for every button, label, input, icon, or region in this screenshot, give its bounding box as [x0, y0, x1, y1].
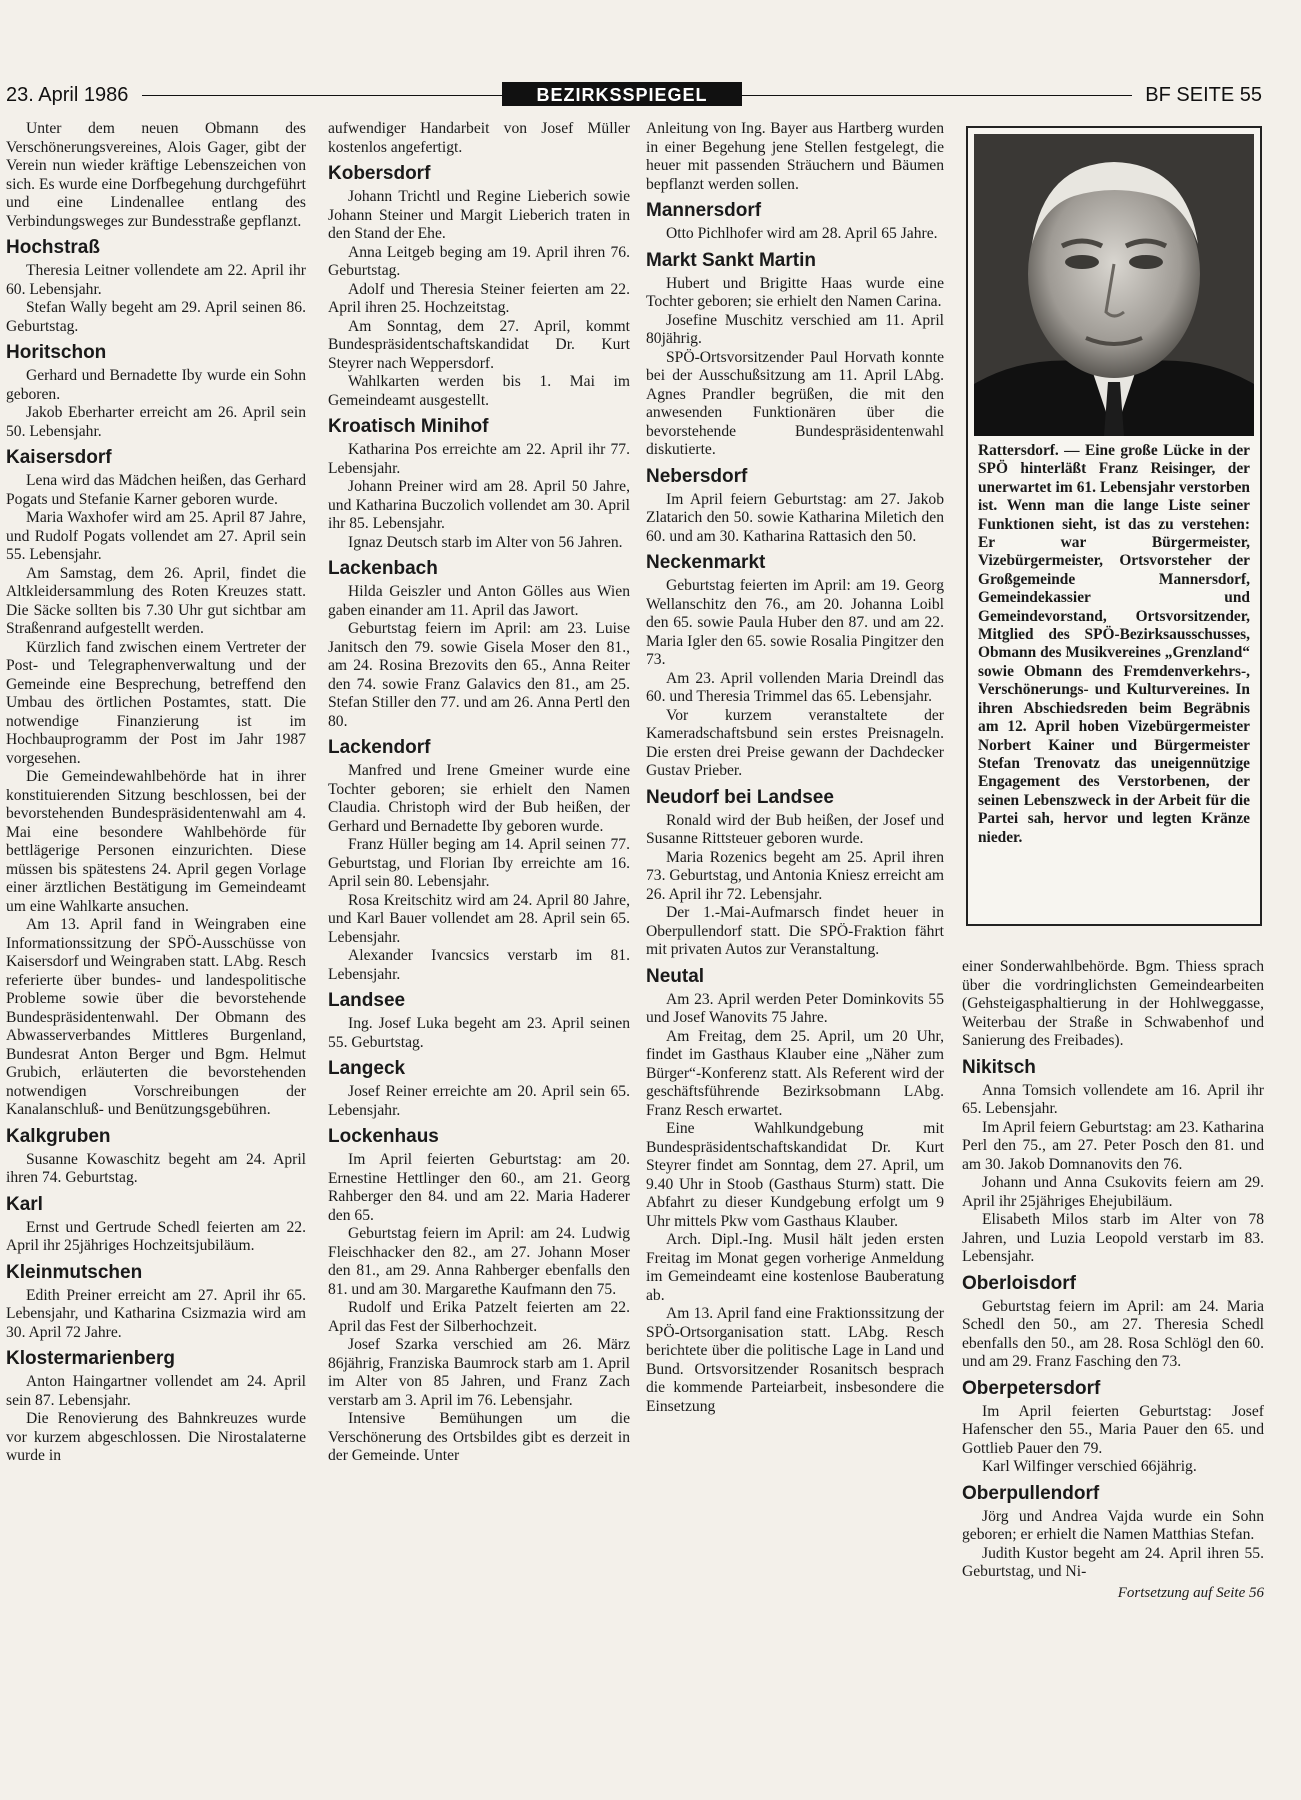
section-title: BEZIRKSSPIEGEL: [502, 82, 742, 106]
paragraph: Die Gemeindewahlbehörde hat in ihrer konstituierenden Sitzung beschlossen, bei der bevorstehenden Bundespräsidentenwahl am 4. Mai eine besondere Wahlbehörde für bettlägerige Personen einzurichten. Diese müssen bis spätestens 24. April gegen Vorlage einer ärztlichen Bestätigung im Gemeindeamt um eine Wahlkarte ansuchen.: [6, 768, 306, 915]
paragraph: Vor kurzem veranstaltete der Kameradschaftsbund sein erstes Preisnageln. Die ersten drei Preise gewann der Dachdecker Gustav Prieber.: [646, 706, 944, 779]
paragraph: Anna Leitgeb beging am 19. April ihren 76. Geburtstag.: [328, 243, 630, 279]
header-rule-left: [142, 95, 502, 96]
header-rule-right: [742, 95, 1132, 96]
paragraph: aufwendiger Handarbeit von Josef Müller kostenlos angefertigt.: [328, 120, 630, 156]
town-heading: Neudorf bei Landsee: [646, 786, 834, 808]
paragraph: Ing. Josef Luka begeht am 23. April seinen 55. Geburtstag.: [328, 1015, 630, 1051]
paragraph: Der 1.-Mai-Aufmarsch findet heuer in Oberpullendorf statt. Die SPÖ-Fraktion fährt mit privaten Autos zur Veranstaltung.: [646, 904, 944, 958]
paragraph: Im April feiern Geburtstag: am 23. Katharina Perl den 75., am 27. Peter Posch den 81. und am 30. Jakob Domnanovits den 76.: [962, 1118, 1264, 1173]
paragraph: Geburtstag feiern im April: am 23. Luise Janitsch den 79. sowie Gisela Moser den 81., am 24. Rosina Brezovits den 65., Anna Reiter den 74. sowie Franz Galavics den 81., am 25. Stefan Stiller den 77. und am 26. Anna Pertl den 80.: [328, 620, 630, 730]
column-2: [328, 120, 630, 1466]
town-heading: Lockenhaus: [328, 1126, 439, 1147]
paragraph: Elisabeth Milos starb im Alter von 78 Jahren, und Luzia Leopold verstarb im 83. Lebensjahr.: [962, 1211, 1264, 1265]
page-header: [6, 82, 1262, 108]
town-heading: Oberloisdorf: [962, 1272, 1077, 1294]
column-1: [6, 120, 306, 1466]
page-number: BF SEITE 55: [1145, 84, 1262, 106]
paragraph: Anton Haingartner vollendet am 24. April sein 87. Lebensjahr.: [6, 1373, 306, 1409]
town-heading: Lackenbach: [328, 558, 438, 579]
continuation-note: Fortsetzung auf Seite 56: [1117, 1584, 1264, 1601]
photo-caption: Rattersdorf. — Eine große Lücke in der SPÖ hinterläßt Franz Reisinger, der unerwartet im 61. Lebensjahr verstorben ist. Wenn man die lange Liste seiner Funktionen sieht, ist das zu verstehen: Er war Bürgermeister, Vizebürgermeister, Ortsvorsteher der Großgemeinde Mannersdorf, Gemeindekassier und Gemeindevorstand, Ortsvorsitzender, Mitglied des SPÖ-Bezirksausschusses, Obmann des Musikvereines „Grenzland“ sowie Obmann des Fremdenverkehrs-, Verschönerungs- und Kulturvereines. In ihren Abschiedsreden beim Begräbnis am 12. April hoben Vizebürgermeister Norbert Kainer und Bürgermeister Stefan Trenovatz das uneigennützige Engagement des Verstorbenen, der seinen Lebenszweck in der Arbeit für die Partei sah, hervor und legten Kränze nieder.: [978, 442, 1250, 846]
paragraph: Maria Waxhofer wird am 25. April 87 Jahre, und Rudolf Pogats vollendet am 27. April sein 55. Lebensjahr.: [6, 509, 306, 563]
paragraph: Im April feiern Geburtstag: am 27. Jakob Zlatarich den 50. sowie Katharina Miletich den 60. und am 30. Katharina Rattasich den 50.: [646, 490, 944, 545]
town-heading: Langeck: [328, 1058, 406, 1079]
paragraph: Unter dem neuen Obmann des Verschönerungsvereines, Alois Gager, gibt der Verein nun wieder kräftige Lebenszeichen von sich. Es wurde eine Dorfbegehung durchgeführt und eine Lindenallee entlang des Verbindungsweges zur Bundesstraße gepflanzt.: [6, 120, 306, 230]
paragraph: Hilda Geiszler und Anton Gölles aus Wien gaben einander am 11. April das Jawort.: [328, 583, 630, 619]
paragraph: Theresia Leitner vollendete am 22. April ihr 60. Lebensjahr.: [6, 262, 306, 298]
paragraph: Am 13. April fand eine Fraktionssitzung der SPÖ-Ortsorganisation statt. LAbg. Resch berichtete über die politische Lage in Land und Bund. Ortsvorsitzender Rosanitsch besprach die kommende Parteiarbeit, insbesondere die Einsetzung: [646, 1305, 944, 1415]
town-heading: Hochstraß: [6, 237, 100, 258]
paragraph: Im April feierten Geburtstag: Josef Hafenscher den 55., Maria Pauer den 65. und Gottlieb Pauer den 79.: [962, 1402, 1264, 1457]
town-heading: Kleinmutschen: [6, 1261, 143, 1283]
paragraph: Katharina Pos erreichte am 22. April ihr 77. Lebensjahr.: [328, 441, 630, 477]
paragraph: Ignaz Deutsch starb im Alter von 56 Jahren.: [348, 533, 623, 551]
paragraph: Rudolf und Erika Patzelt feierten am 22. April das Fest der Silberhochzeit.: [328, 1299, 630, 1335]
paragraph: Am 23. April vollenden Maria Dreindl das 60. und Theresia Trimmel das 65. Lebensjahr.: [646, 669, 944, 705]
paragraph: Karl Wilfinger verschied 66jährig.: [982, 1458, 1197, 1475]
paragraph: Johann und Anna Csukovits feiern am 29. April ihr 25jähriges Ehejubiläum.: [962, 1174, 1264, 1210]
paragraph: Josefine Muschitz verschied am 11. April 80jährig.: [646, 311, 944, 347]
paragraph: Alexander Ivancsics verstarb im 81. Lebensjahr.: [328, 947, 630, 983]
town-heading: Neckenmarkt: [646, 552, 766, 573]
town-heading: Oberpetersdorf: [962, 1377, 1101, 1399]
paragraph: Die Renovierung des Bahnkreuzes wurde vor kurzem abgeschlossen. Die Nirostalaterne wurde in: [6, 1410, 306, 1464]
paragraph: Im April feierten Geburtstag: am 20. Ernestine Hettlinger den 60., am 21. Georg Rahberger den 84. und am 22. Maria Haderer den 65.: [328, 1151, 630, 1224]
paragraph: Anleitung von Ing. Bayer aus Hartberg wurden in einer Begehung jene Stellen festgelegt, die heuer mit passenden Sträuchern und Bäumen bepflanzt werden sollen.: [646, 120, 944, 193]
column-3: [646, 120, 944, 1416]
paragraph: Gerhard und Bernadette Iby wurde ein Sohn geboren.: [6, 367, 306, 403]
paragraph: Josef Szarka verschied am 26. März 86jährig, Franziska Baumrock starb am 1. April im Alter von 85 Jahren, und Franz Zach verstarb am 3. April im 76. Lebensjahr.: [328, 1336, 630, 1409]
paragraph: Judith Kustor begeht am 24. April ihren 55. Geburtstag, und Ni-: [962, 1544, 1264, 1580]
paragraph: Am Freitag, dem 25. April, um 20 Uhr, findet im Gasthaus Klauber eine „Näher zum Bürger“-Konferenz statt. Als Referent wird der geschäftsführende Bezirksobmann LAbg. Franz Resch erwartet.: [646, 1027, 944, 1119]
town-heading: Kobersdorf: [328, 163, 431, 184]
town-heading: Mannersdorf: [646, 200, 762, 221]
paragraph: Eine Wahlkundgebung mit Bundespräsidentschaftskandidat Dr. Kurt Steyrer findet am Sonntag, dem 27. April, um 9.40 Uhr in Stoob (Gasthaus Sturm) statt. Die Abfahrt zu dieser Kundgebung erfolgt um 9 Uhr mittels Pkw vom Gasthaus Klauber.: [646, 1120, 944, 1230]
paragraph: Franz Hüller beging am 14. April seinen 77. Geburtstag, und Florian Iby erreichte am 16. April sein 80. Lebensjahr.: [328, 836, 630, 890]
paragraph: Intensive Bemühungen um die Verschönerung des Ortsbildes gibt es derzeit in der Gemeinde. Unter: [328, 1410, 630, 1464]
paragraph: Ernst und Gertrude Schedl feierten am 22. April ihr 25jähriges Hochzeitsjubiläum.: [6, 1218, 306, 1254]
portrait-illustration: [974, 134, 1254, 436]
town-heading: Markt Sankt Martin: [646, 249, 816, 271]
paragraph: Stefan Wally begeht am 29. April seinen 86. Geburtstag.: [6, 299, 306, 335]
portrait-photo: [974, 134, 1254, 436]
town-heading: Klostermarienberg: [6, 1348, 175, 1369]
paragraph: Edith Preiner erreicht am 27. April ihr 65. Lebensjahr, und Katharina Csizmazia wird am 30. April 72 Jahre.: [6, 1286, 306, 1341]
paragraph: Maria Rozenics begeht am 25. April ihren 73. Geburtstag, und Antonia Kniesz erreicht am 26. April ihr 72. Lebensjahr.: [646, 848, 944, 903]
paragraph: Kürzlich fand zwischen einem Vertreter der Post- und Telegraphenverwaltung und der Gemeinde eine Besprechung, betreffend den Umbau des örtlichen Postamtes, statt. Die notwendige Finanzierung ist im Hochbauprogramm der Post im Jahr 1987 vorgesehen.: [6, 638, 306, 767]
obituary-photo-box: [966, 126, 1262, 926]
paragraph: Jakob Eberharter erreicht am 26. April sein 50. Lebensjahr.: [6, 404, 306, 440]
town-heading: Oberpullendorf: [962, 1482, 1100, 1504]
paragraph: Otto Pichlhofer wird am 28. April 65 Jahre.: [666, 225, 938, 242]
paragraph: Ronald wird der Bub heißen, der Josef und Susanne Rittsteuer geboren wurde.: [646, 811, 944, 847]
town-heading: Kaisersdorf: [6, 447, 112, 468]
paragraph: Wahlkarten werden bis 1. Mai im Gemeindeamt ausgestellt.: [328, 373, 630, 409]
paragraph: Rosa Kreitschitz wird am 24. April 80 Jahre, und Karl Bauer vollendet am 28. April sein 65. Lebensjahr.: [328, 891, 630, 946]
town-heading: Nikitsch: [962, 1056, 1036, 1078]
paragraph: einer Sonderwahlbehörde. Bgm. Thiess sprach über die vordringlichsten Gemeindearbeiten (Gehsteigasphaltierung in der Hohlweggasse, Weiterbau der Straße in Schwabenhof und Sanierung des Freibades).: [962, 958, 1264, 1049]
town-heading: Lackendorf: [328, 737, 431, 758]
paragraph: Manfred und Irene Gmeiner wurde eine Tochter geboren; sie erhielt den Namen Claudia. Christoph wird der Bub heißen, der Gerhard und Bernadette Iby geboren wurde.: [328, 762, 630, 835]
town-heading: Horitschon: [6, 342, 107, 363]
paragraph: Hubert und Brigitte Haas wurde eine Tochter geboren; sie erhielt den Namen Carina.: [646, 274, 944, 310]
paragraph: Geburtstag feierten im April: am 19. Georg Wellanschitz den 76., am 20. Johanna Loibl den 65. sowie Paula Huber den 87. und am 22. Maria Igler den 65. sowie Rosalia Pingitzer den 73.: [646, 577, 944, 668]
town-heading: Kalkgruben: [6, 1125, 111, 1147]
paragraph: Johann Trichtl und Regine Lieberich sowie Johann Steiner und Margit Lieberich traten in den Stand der Ehe.: [328, 188, 630, 242]
paragraph: SPÖ-Ortsvorsitzender Paul Horvath konnte bei der Ausschußsitzung am 11. April LAbg. Agnes Prandler begrüßen, die mit den anwesenden Funktionären über die bevorstehende Bundespräsidentenwahl diskutierte.: [646, 348, 944, 458]
paragraph: Jörg und Andrea Vajda wurde ein Sohn geboren; er erhielt die Namen Matthias Stefan.: [962, 1507, 1264, 1543]
town-heading: Neutal: [646, 965, 705, 987]
paragraph: Am Samstag, dem 26. April, findet die Altkleidersammlung des Roten Kreuzes statt. Die Säcke sollten bis 7.30 Uhr gut sichtbar am Straßenrand aufgestellt werden.: [6, 564, 306, 637]
paragraph: Josef Reiner erreichte am 20. April sein 65. Lebensjahr.: [328, 1083, 630, 1119]
paragraph: Anna Tomsich vollendete am 16. April ihr 65. Lebensjahr.: [962, 1081, 1264, 1117]
paragraph: Susanne Kowaschitz begeht am 24. April ihren 74. Geburtstag.: [6, 1150, 306, 1186]
town-heading: Karl: [6, 1193, 43, 1215]
paragraph: Arch. Dipl.-Ing. Musil hält jeden ersten Freitag im Monat gegen vorherige Anmeldung im Gemeindeamt eine kostenlose Bauberatung ab.: [646, 1231, 944, 1304]
column-4: [962, 958, 1264, 1602]
paragraph: Geburtstag feiern im April: am 24. Maria Schedl den 50., am 27. Theresia Schedl ebenfalls den 50., am 28. Rosa Schlögl den 60. und am 29. Franz Fasching den 73.: [962, 1297, 1264, 1370]
paragraph: Am 13. April fand in Weingraben eine Informationssitzung der SPÖ-Ausschüsse von Kaisersdorf und Weingraben statt. LAbg. Resch referierte über bundes- und landespolitische Probleme sowie über die bevorstehende Bundespräsidentenwahl. Der Obmann des Abwasserverbandes Mittleres Burgenland, Bundesrat Anton Berger und Bgm. Helmut Grubich, erläuterten die bevorstehenden notwendigen Vorschreibungen der Kanalanschluß- und Benützungsgebühren.: [6, 916, 306, 1118]
town-heading: Nebersdorf: [646, 465, 748, 487]
paragraph: Johann Preiner wird am 28. April 50 Jahre, und Katharina Buczolich vollendet am 30. April ihr 85. Lebensjahr.: [328, 478, 630, 532]
paragraph: Am Sonntag, dem 27. April, kommt Bundespräsidentschaftskandidat Dr. Kurt Steyrer nach Weppersdorf.: [328, 317, 630, 372]
paragraph: Geburtstag feiern im April: am 24. Ludwig Fleischhacker den 82., am 27. Johann Moser den 81., am 29. Anna Rahberger ebenfalls den 81. und am 30. Margarethe Kaufmann den 75.: [328, 1225, 630, 1298]
paragraph: Lena wird das Mädchen heißen, das Gerhard Pogats und Stefanie Karner geboren wurde.: [6, 472, 306, 508]
town-heading: Landsee: [328, 990, 406, 1011]
paragraph: Adolf und Theresia Steiner feierten am 22. April ihren 25. Hochzeitstag.: [328, 280, 630, 316]
issue-date: 23. April 1986: [6, 84, 129, 106]
paragraph: Am 23. April werden Peter Dominkovits 55 und Josef Wanovits 75 Jahre.: [646, 990, 944, 1026]
town-heading: Kroatisch Minihof: [328, 416, 489, 437]
